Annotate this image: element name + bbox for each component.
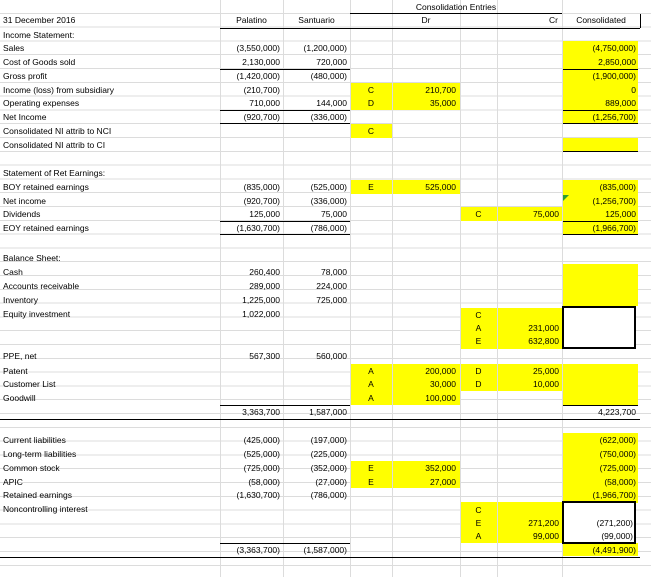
- cell-palatino: 1,022,000: [242, 309, 280, 319]
- cell-consolidated: (750,000): [599, 449, 636, 459]
- row-label: Cash: [3, 267, 23, 277]
- row-label: Gross profit: [3, 71, 47, 81]
- cell-palatino: (835,000): [243, 182, 280, 192]
- cell-consolidated: (622,000): [599, 435, 636, 445]
- row-label: Cost of Goods sold: [3, 57, 76, 67]
- rule: [563, 234, 638, 235]
- cell-dr: 35,000: [430, 98, 456, 108]
- cell-santuario: 720,000: [316, 57, 347, 67]
- cell-palatino: (58,000): [248, 477, 280, 487]
- row-label: Equity investment: [3, 309, 71, 319]
- cell-cr: 231,000: [528, 323, 559, 333]
- cell-dr: 100,000: [425, 393, 456, 403]
- col-consolidated: Consolidated: [576, 15, 626, 25]
- entry-code: C: [475, 505, 482, 515]
- cell-santuario: (786,000): [310, 223, 347, 233]
- rule: [220, 28, 640, 29]
- row-label: Retained earnings: [3, 490, 72, 500]
- cell-santuario: 725,000: [316, 295, 347, 305]
- cell-palatino: (1,630,700): [236, 490, 280, 500]
- row-label: PPE, net: [3, 351, 37, 361]
- cell-palatino: (920,700): [243, 196, 280, 206]
- comment-marker-icon[interactable]: [563, 195, 569, 201]
- cell-consolidated: (725,000): [599, 463, 636, 473]
- cell-santuario: 144,000: [316, 98, 347, 108]
- cell-santuario: (1,200,000): [303, 43, 347, 53]
- date-label: 31 December 2016: [3, 15, 76, 25]
- cell-consolidated: 889,000: [605, 98, 636, 108]
- cell-consolidated: (58,000): [604, 477, 636, 487]
- cell-consolidated: 125,000: [605, 209, 636, 219]
- cell-consolidated: (4,491,900): [592, 545, 636, 555]
- cell-dr: 200,000: [425, 366, 456, 376]
- rule: [220, 234, 350, 235]
- cell-palatino: (425,000): [243, 435, 280, 445]
- cell-palatino: (3,550,000): [236, 43, 280, 53]
- cell-santuario: (352,000): [310, 463, 347, 473]
- entry-code: E: [368, 477, 374, 487]
- cell-palatino: (920,700): [243, 112, 280, 122]
- entry-code: D: [367, 98, 375, 108]
- rule: [0, 419, 640, 420]
- col-cr: Cr: [549, 15, 558, 25]
- entry-code: A: [475, 323, 482, 333]
- cell-santuario: 78,000: [321, 267, 347, 277]
- row-label: Sales: [3, 43, 25, 53]
- cell-dr: 27,000: [430, 477, 456, 487]
- entry-code: C: [367, 85, 375, 95]
- retained-earnings-title: Statement of Ret Earnings:: [3, 168, 106, 178]
- row-label: Net income: [3, 196, 46, 206]
- row-label: Customer List: [3, 379, 56, 389]
- consolidation-entries-header: Consolidation Entries: [415, 2, 497, 12]
- cell-consolidated: (1,966,700): [592, 490, 636, 500]
- cell-palatino: (725,000): [243, 463, 280, 473]
- grid-line: [460, 0, 461, 577]
- entry-code: E: [368, 463, 374, 473]
- row-label: Goodwill: [3, 393, 36, 403]
- cell-santuario: (197,000): [310, 435, 347, 445]
- cell-palatino: (1,630,700): [236, 223, 280, 233]
- cell-cr: 75,000: [533, 209, 559, 219]
- cell-palatino: 260,400: [249, 267, 280, 277]
- cell-palatino: (1,420,000): [236, 71, 280, 81]
- cell-consolidated: (99,000): [601, 531, 633, 541]
- cell-dr: 525,000: [425, 182, 456, 192]
- cell-dr: 30,000: [430, 379, 456, 389]
- row-label: Noncontrolling interest: [3, 504, 88, 514]
- row-label: Dividends: [3, 209, 41, 219]
- rule: [563, 123, 638, 124]
- cell-consolidated: 2,850,000: [598, 57, 636, 67]
- cell-consolidated: (835,000): [599, 182, 636, 192]
- cell-cr: 99,000: [533, 531, 559, 541]
- row-label: Consolidated NI attrib to NCI: [3, 126, 112, 136]
- row-label: Consolidated NI attrib to CI: [3, 140, 106, 150]
- row-label: Current liabilities: [3, 435, 66, 445]
- cell-cr: 271,200: [528, 518, 559, 528]
- grid-line: [497, 0, 498, 577]
- entry-code: A: [368, 393, 374, 403]
- row-label: Patent: [3, 366, 28, 376]
- row-label: APIC: [3, 477, 23, 487]
- cell-santuario: (336,000): [310, 112, 347, 122]
- income-statement-title: Income Statement:: [3, 30, 75, 40]
- cell-consolidated: (4,750,000): [592, 43, 636, 53]
- row-label: BOY retained earnings: [3, 182, 89, 192]
- row-label: Income (loss) from subsidiary: [3, 85, 115, 95]
- entry-code: C: [367, 126, 375, 136]
- cell-palatino: 1,225,000: [242, 295, 280, 305]
- cell-santuario: (225,000): [310, 449, 347, 459]
- cell-palatino: 3,363,700: [242, 407, 280, 417]
- cell-consolidated: 0: [631, 85, 636, 95]
- row-label: Accounts receivable: [3, 281, 80, 291]
- cell-consolidated: (1,256,700): [592, 112, 636, 122]
- entry-code: D: [475, 379, 482, 389]
- rule: [0, 557, 640, 558]
- cell-santuario: (27,000): [315, 477, 347, 487]
- row-label: Inventory: [3, 295, 38, 305]
- entry-code: E: [475, 518, 482, 528]
- cell-cr: 25,000: [533, 366, 559, 376]
- row-label: Common stock: [3, 463, 60, 473]
- row-label: EOY retained earnings: [3, 223, 89, 233]
- cell-santuario: (786,000): [310, 490, 347, 500]
- entry-code: D: [475, 366, 482, 376]
- cell-palatino: (210,700): [243, 85, 280, 95]
- highlight: [563, 364, 638, 405]
- cell-consolidated: (1,966,700): [592, 223, 636, 233]
- col-dr: Dr: [421, 15, 431, 25]
- row-label: Net Income: [3, 112, 47, 122]
- cell-palatino: 710,000: [249, 98, 280, 108]
- highlight: [563, 138, 638, 151]
- cell-palatino: (525,000): [243, 449, 280, 459]
- entry-code: A: [475, 531, 482, 541]
- cell-cr: 632,800: [528, 336, 559, 346]
- col-santuario: Santuario: [298, 15, 335, 25]
- cell-consolidated: 4,223,700: [598, 407, 636, 417]
- cell-santuario: 1,587,000: [309, 407, 347, 417]
- entry-code: C: [475, 310, 482, 320]
- cell-santuario: (336,000): [310, 196, 347, 206]
- cell-palatino: 2,130,000: [242, 57, 280, 67]
- entry-code: A: [368, 366, 374, 376]
- cell-palatino: 125,000: [249, 209, 280, 219]
- highlight: [563, 264, 638, 306]
- cell-santuario: (480,000): [310, 71, 347, 81]
- cell-santuario: (1,587,000): [303, 545, 347, 555]
- rule: [563, 151, 638, 152]
- cell-santuario: 75,000: [321, 209, 347, 219]
- cell-santuario: (525,000): [310, 182, 347, 192]
- cell-cr: 10,000: [533, 379, 559, 389]
- cell-consolidated: (271,200): [596, 518, 633, 528]
- cell-dr: 210,700: [425, 85, 456, 95]
- row-label: Operating expenses: [3, 98, 80, 108]
- row-label: Long-term liabilities: [3, 449, 77, 459]
- cell-santuario: 560,000: [316, 351, 347, 361]
- balance-sheet-title: Balance Sheet:: [3, 253, 61, 263]
- cell-palatino: 289,000: [249, 281, 280, 291]
- cell-dr: 352,000: [425, 463, 456, 473]
- cell-palatino: 567,300: [249, 351, 280, 361]
- selected-cell-box[interactable]: [562, 306, 636, 349]
- cell-santuario: 224,000: [316, 281, 347, 291]
- cell-palatino: (3,363,700): [236, 545, 280, 555]
- rule: [220, 123, 350, 124]
- col-palatino: Palatino: [236, 15, 267, 25]
- cell-consolidated: (1,256,700): [592, 196, 636, 206]
- entry-code: E: [368, 182, 374, 192]
- rule: [640, 14, 641, 28]
- cell-consolidated: (1,900,000): [592, 71, 636, 81]
- entry-code: E: [475, 336, 482, 346]
- entry-code: C: [475, 209, 482, 219]
- entry-code: A: [368, 379, 374, 389]
